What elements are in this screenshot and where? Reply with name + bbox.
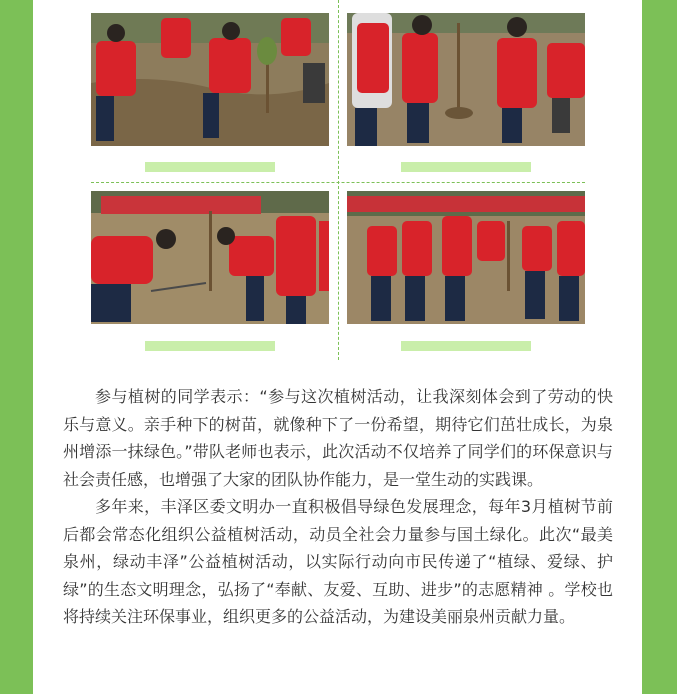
vertical-divider [338,0,339,360]
caption-bar-2 [401,162,531,172]
caption-bar-4 [401,341,531,351]
article-page [33,0,642,694]
tree-planting-photo-1 [91,13,329,146]
tree-planting-photo-4 [347,191,585,324]
caption-bar-3 [145,341,275,351]
paragraph-2: 多年来，丰泽区委文明办一直积极倡导绿色发展理念，每年3月植树节前后都会常态化组织公益植树活动，动员全社会力量参与国土绿化。此次“最美泉州，绿动丰泽”公益植树活动，以实际行动向市民传递了“植绿、爱绿、护绿”的生态文明理念，弘扬了“奉献、友爱、互助、进步”的志愿精神 。学校也将持续关注环保事业，组织更多的公益活动，为建设美丽泉州贡献力量。 [63,497,613,626]
tree-planting-photo-3 [91,191,329,324]
article-body [63,383,613,631]
photo-grid [33,0,642,360]
horizontal-divider [91,182,585,183]
caption-bar-1 [145,162,275,172]
paragraph-1: 参与植树的同学表示：“参与这次植树活动，让我深刻体会到了劳动的快乐与意义。亲手种下的树苗，就像种下了一份希望，期待它们茁壮成长，为泉州增添一抹绿色。”带队老师也表示，此次活动不仅培养了同学们的环保意识与社会责任感，也增强了大家的团队协作能力，是一堂生动的实践课。 [63,387,613,489]
tree-planting-photo-2 [347,13,585,146]
